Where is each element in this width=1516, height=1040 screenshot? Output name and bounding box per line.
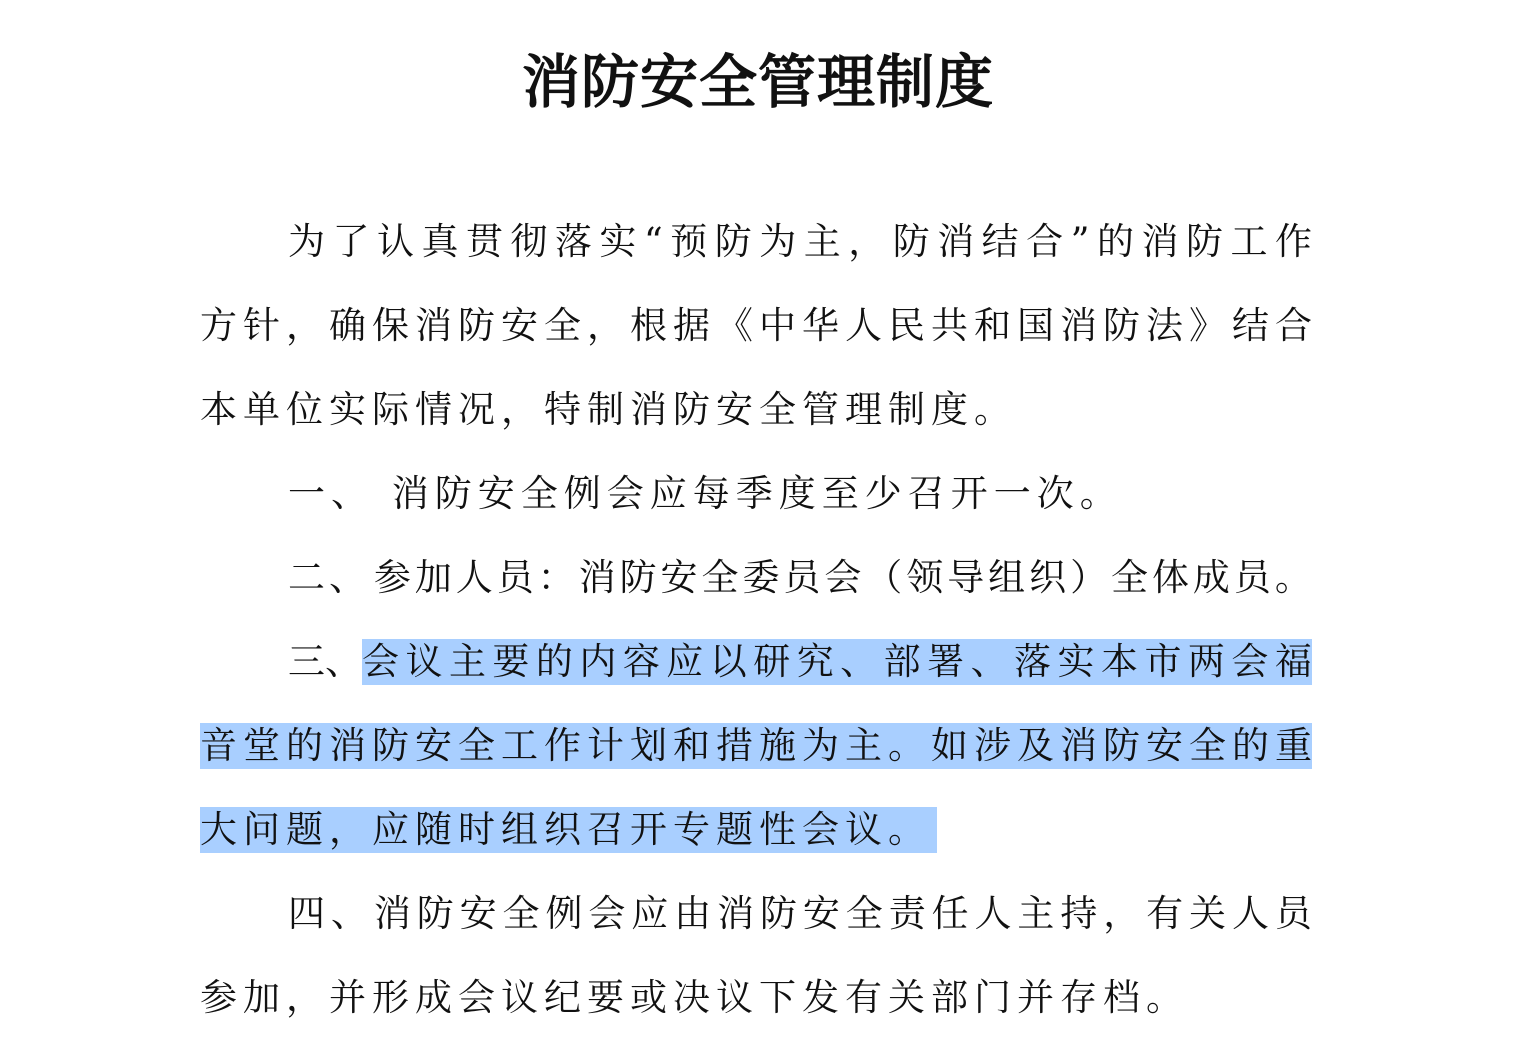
- selected-text-line-1[interactable]: 会 议 主 要 的 内 容 应 以 研 究 、 部 署 、 落 实 本 市 两 会 福: [362, 640, 1312, 683]
- list-item-3-prefix: 三、: [288, 640, 362, 683]
- list-item-3-line-2[interactable]: [200, 704, 1312, 788]
- list-item-1: 一、 消防安全例会应每季度至少召开一次。: [288, 472, 1123, 515]
- document-body: [200, 200, 1312, 1040]
- document-title: 消防安全管理制度: [521, 48, 994, 116]
- selected-text-line-2[interactable]: 音 堂 的 消 防 安 全 工 作 计 划 和 措 施 为 主 。 如 涉 及 消 防 安 全 的 重: [200, 724, 1312, 767]
- selected-text-line-3[interactable]: 大问题，应随时组织召开专题性会议。: [200, 807, 937, 853]
- list-item-3-line-3[interactable]: [200, 788, 1312, 872]
- list-item-4-line-2: 参加，并形成会议纪要或决议下发有关部门并存档。: [200, 976, 1189, 1019]
- paragraph-intro-line-2: 方 针 ， 确 保 消 防 安 全 ， 根 据 《 中 华 人 民 共 和 国 消 防 法 》 结 合: [200, 304, 1312, 347]
- paragraph-intro-line-3: 本单位实际情况，特制消防安全管理制度。: [200, 388, 1017, 431]
- list-item-3-line-1[interactable]: [200, 620, 1312, 704]
- paragraph-intro-line-1: 为 了 认 真 贯 彻 落 实 “ 预 防 为 主 ， 防 消 结 合 ” 的 消 防 工 作: [288, 220, 1312, 263]
- list-item-2: 二 、 参 加 人 员 ： 消 防 安 全 委 员 会 （ 领 导 组 织 ） 全 体 成 员 。: [288, 556, 1312, 599]
- list-item-4-line-1: 四 、 消 防 安 全 例 会 应 由 消 防 安 全 责 任 人 主 持 ， 有 关 人 员: [288, 892, 1312, 935]
